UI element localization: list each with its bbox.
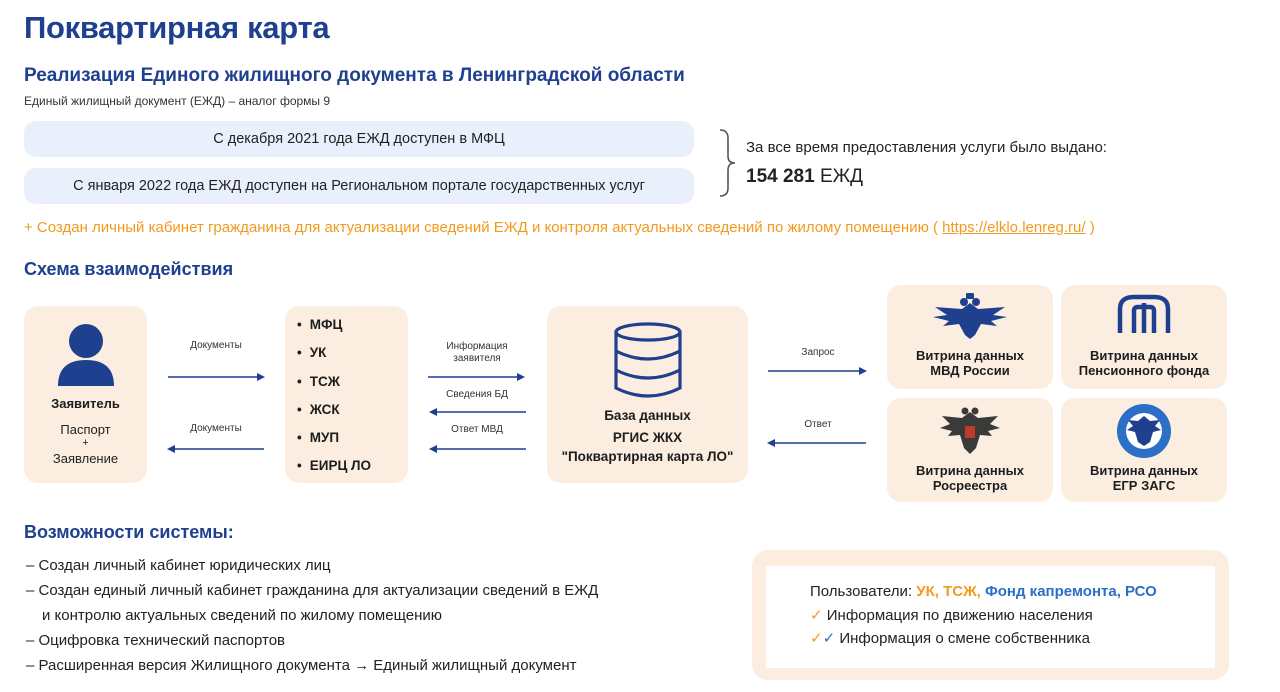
applicant-passport: Паспорт [60, 422, 111, 437]
capability-item: – Расширенная версия Жилищного документа → Единый жилищный документ [26, 657, 577, 674]
applicant-label: Заявитель [51, 396, 120, 411]
availability-portal: С января 2022 года ЕЖД доступен на Региональном портале государственных услуг [24, 168, 694, 204]
flow-applicant-info-line2: заявителя [453, 353, 501, 364]
rosreestr-emblem-icon [938, 404, 1002, 458]
arrow-left-icon [428, 444, 526, 454]
users-blue: Фонд капремонта, РСО [984, 583, 1157, 600]
check-icon: ✓ [810, 630, 823, 647]
scheme-heading: Схема взаимодействия [24, 259, 234, 279]
capabilities-heading: Возможности системы: [24, 522, 234, 542]
database-line3: "Поквартирная карта ЛО" [561, 449, 734, 464]
flow-docs-bottom: Документы [190, 423, 242, 434]
capabilities-list [26, 553, 598, 678]
capability-item: – Оцифровка технический паспортов [26, 632, 286, 649]
vitrina-zags-line2: ЕГР ЗАГС [1112, 478, 1176, 493]
users-orange: УК, ТСЖ [916, 583, 977, 600]
capability-item: и контролю актуальных сведений по жилому помещению [42, 607, 443, 624]
org-item: • ЕИРЦ ЛО [311, 457, 408, 485]
vitrina-pension-line1: Витрина данных [1090, 348, 1198, 363]
users-owner-text: Информация о смене собственника [839, 630, 1090, 647]
page-subtitle: Реализация Единого жилищного документа в Ленинградской области [24, 65, 685, 86]
vitrina-rosreestr-line1: Витрина данных [916, 463, 1024, 478]
org-item: • МУП [311, 429, 408, 457]
database-line2: РГИС ЖКХ [612, 430, 683, 445]
issued-total [746, 166, 863, 188]
cabinet-link[interactable]: https://elklo.lenreg.ru/ [942, 219, 1086, 236]
capability-item: – Создан личный кабинет юридических лиц [26, 557, 331, 574]
applicant-plus: + [82, 437, 89, 449]
capability-item: – Создан единый личный кабинет гражданина для актуализации сведений в ЕЖД [26, 582, 599, 599]
users-owner-change [810, 629, 1090, 647]
users-movement [810, 606, 1093, 624]
tax-service-emblem-icon [1114, 402, 1174, 460]
flow-docs-top: Документы [190, 340, 242, 351]
org-item: • ТСЖ [311, 373, 408, 401]
users-card [766, 566, 1215, 668]
database-box [547, 306, 748, 483]
curly-brace-icon [716, 128, 738, 198]
issued-label: За все время предоставления услуги было выдано: [746, 139, 1107, 156]
vitrina-zags-line1: Витрина данных [1090, 463, 1198, 478]
org-item: • ЖСК [311, 401, 408, 429]
arrow-right-icon [768, 366, 868, 376]
availability-mfc: С декабря 2021 года ЕЖД доступен в МФЦ [24, 121, 694, 157]
issued-unit: ЕЖД [819, 166, 864, 187]
applicant-box [24, 306, 147, 483]
cabinet-note-text: + Создан личный кабинет гражданина для актуализации сведений ЕЖД и контроля актуальных сведений по жилому помещению ( [24, 219, 938, 236]
users-comma: , [976, 583, 981, 600]
vitrina-rosreestr-line2: Росреестра [932, 478, 1008, 493]
flow-answer: Ответ [804, 419, 832, 430]
flow-db-info: Сведения БД [446, 389, 508, 400]
arrow-left-icon [428, 407, 526, 417]
cabinet-note [24, 219, 1095, 236]
arrow-left-icon [766, 438, 866, 448]
issued-count: 154 281 [746, 166, 815, 187]
flow-applicant-info [428, 341, 526, 365]
vitrina-mvd-line2: МВД России [930, 363, 1010, 378]
check-icon: ✓ [822, 630, 836, 647]
flow-applicant-info-line1: Информация [446, 341, 508, 352]
org-item: • МФЦ [311, 316, 408, 344]
database-line1: База данных [604, 408, 691, 423]
person-icon [56, 322, 116, 388]
vitrina-pension-fund [1061, 285, 1227, 389]
eagle-emblem-icon [929, 293, 1011, 341]
arrow-left-icon [166, 444, 264, 454]
organizations-box [285, 306, 408, 483]
arrow-right-icon [428, 372, 526, 382]
flow-mvd-answer: Ответ МВД [451, 424, 503, 435]
applicant-application: Заявление [52, 451, 119, 466]
users-label: Пользователи: [810, 583, 913, 600]
check-icon: ✓ [810, 607, 823, 624]
arrow-right-icon [168, 372, 266, 382]
page-title: Поквартирная карта [24, 10, 330, 45]
users-movement-text: Информация по движению населения [826, 607, 1093, 624]
vitrina-mvd [887, 285, 1053, 389]
org-item: • УК [311, 344, 408, 372]
pension-fund-logo-icon [1112, 293, 1176, 337]
users-line [810, 583, 1157, 600]
flow-request: Запрос [801, 347, 835, 358]
subtitle-note: Единый жилищный документ (ЕЖД) – аналог формы 9 [24, 94, 331, 108]
cabinet-note-close: ) [1089, 219, 1095, 236]
vitrina-zags [1061, 398, 1227, 502]
vitrina-pension-line2: Пенсионного фонда [1078, 363, 1210, 378]
database-icon [613, 322, 683, 398]
vitrina-mvd-line1: Витрина данных [916, 348, 1024, 363]
vitrina-rosreestr [887, 398, 1053, 502]
